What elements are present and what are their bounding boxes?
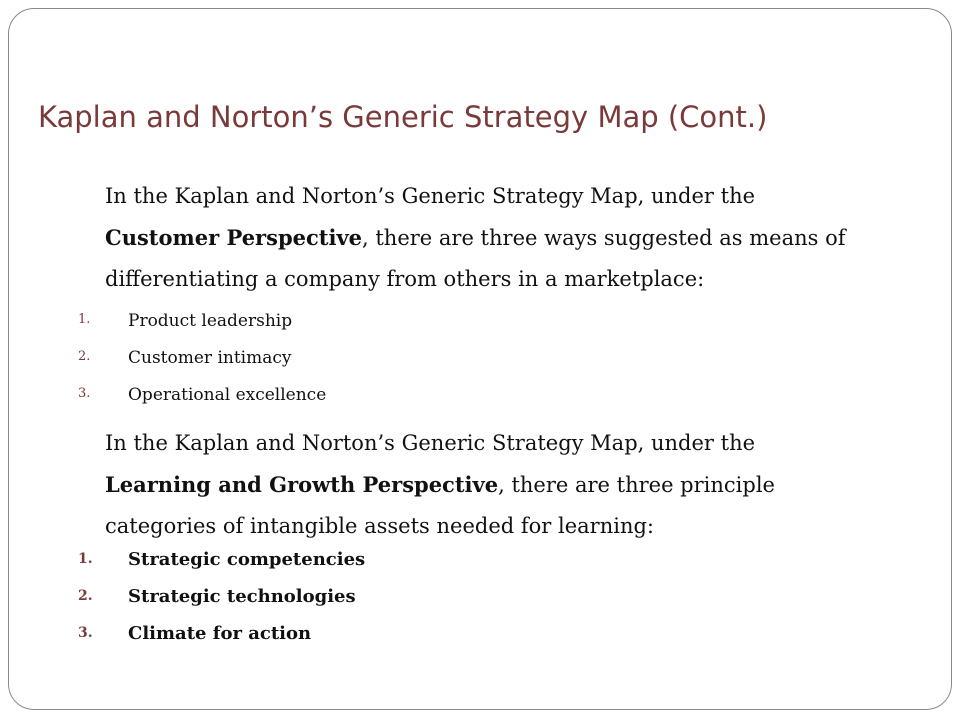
customer-perspective-emphasis: Customer Perspective (105, 225, 363, 250)
paragraph-intro: In the Kaplan and Norton’s Generic Strategy Map, under the (105, 184, 756, 208)
paragraph-rest: , there are three principle categories of intangible assets needed for learning: (105, 473, 775, 538)
list-number: 3. (78, 625, 93, 641)
list-item-text: Climate for action (128, 623, 312, 644)
list-item-text: Strategic technologies (128, 586, 356, 607)
list-number: 1. (78, 312, 91, 327)
paragraph-intro: In the Kaplan and Norton’s Generic Strategy Map, under the (105, 431, 756, 455)
list-number: 2. (78, 349, 91, 364)
learning-growth-paragraph (105, 423, 865, 547)
list-number: 3. (78, 386, 91, 401)
customer-perspective-paragraph (105, 176, 865, 300)
list-number: 1. (78, 551, 93, 567)
list-item-text: Customer intimacy (128, 348, 292, 368)
list-number: 2. (78, 588, 93, 604)
list-item-text: Product leadership (128, 311, 293, 331)
paragraph-rest: , there are three ways suggested as means of differentiating a company from others in a marketplace: (105, 226, 846, 291)
slide-title: Kaplan and Norton’s Generic Strategy Map (Cont.) (38, 100, 768, 134)
learning-growth-emphasis: Learning and Growth Perspective (105, 472, 499, 497)
list-item-text: Operational excellence (128, 385, 327, 405)
list-item-text: Strategic competencies (128, 549, 366, 570)
